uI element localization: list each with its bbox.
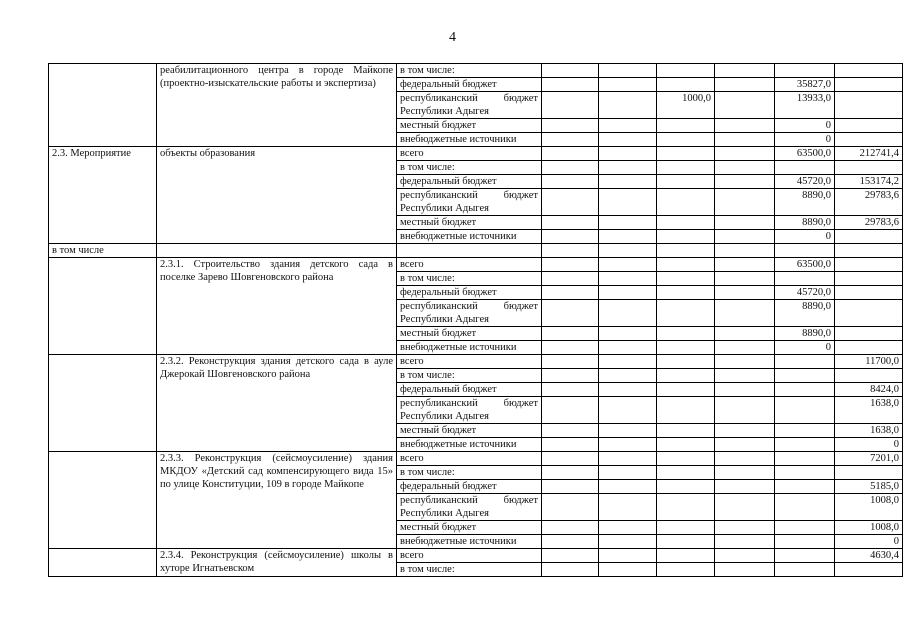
- source-label-cell: местный бюджет: [397, 327, 542, 341]
- value-cell: [599, 480, 657, 494]
- value-cell: [715, 341, 775, 355]
- value-cell: [599, 521, 657, 535]
- table-row: [49, 355, 903, 369]
- value-cell: [835, 119, 903, 133]
- value-cell: [657, 438, 715, 452]
- value-cell: [775, 466, 835, 480]
- value-cell: 0: [835, 438, 903, 452]
- value-cell: [835, 369, 903, 383]
- source-label-cell: всего: [397, 355, 542, 369]
- source-label-cell: всего: [397, 147, 542, 161]
- value-cell: [775, 535, 835, 549]
- table-row: [49, 244, 903, 258]
- value-cell: [835, 466, 903, 480]
- value-cell: [542, 549, 599, 563]
- value-cell: [715, 397, 775, 424]
- value-cell: [657, 535, 715, 549]
- value-cell: [775, 521, 835, 535]
- value-cell: 1638,0: [835, 397, 903, 424]
- value-cell: [775, 549, 835, 563]
- value-cell: [599, 535, 657, 549]
- value-cell: [835, 133, 903, 147]
- value-cell: [599, 92, 657, 119]
- value-cell: [657, 300, 715, 327]
- value-cell: [657, 563, 715, 577]
- value-cell: [542, 286, 599, 300]
- value-cell: [599, 397, 657, 424]
- table-row: [49, 64, 903, 78]
- value-cell: [599, 230, 657, 244]
- value-cell: [775, 383, 835, 397]
- value-cell: [715, 424, 775, 438]
- value-cell: 1008,0: [835, 521, 903, 535]
- value-cell: [775, 272, 835, 286]
- value-cell: [835, 230, 903, 244]
- object-name-cell: 2.3.1. Строительство здания детского сада в поселке Зарево Шовгеновского района: [157, 258, 397, 355]
- value-cell: 1638,0: [835, 424, 903, 438]
- value-cell: [657, 272, 715, 286]
- value-cell: [775, 563, 835, 577]
- value-cell: [657, 327, 715, 341]
- value-cell: [599, 258, 657, 272]
- page-number: 4: [449, 30, 456, 45]
- value-cell: 7201,0: [835, 452, 903, 466]
- value-cell: [775, 355, 835, 369]
- object-name-cell: 2.3.4. Реконструкция (сейсмоусиление) школы в хуторе Игнатьевском: [157, 549, 397, 577]
- value-cell: [715, 300, 775, 327]
- empty-cell: [157, 244, 397, 258]
- value-cell: [775, 397, 835, 424]
- value-cell: [657, 480, 715, 494]
- value-cell: [715, 230, 775, 244]
- value-cell: [835, 258, 903, 272]
- value-cell: [542, 327, 599, 341]
- value-cell: [835, 563, 903, 577]
- value-cell: [599, 563, 657, 577]
- empty-cell: [835, 244, 903, 258]
- value-cell: [599, 286, 657, 300]
- value-cell: 0: [775, 119, 835, 133]
- source-label-cell: внебюджетные источники: [397, 133, 542, 147]
- value-cell: [542, 535, 599, 549]
- value-cell: [542, 92, 599, 119]
- value-cell: [599, 452, 657, 466]
- value-cell: 8890,0: [775, 300, 835, 327]
- source-label-cell: внебюджетные источники: [397, 341, 542, 355]
- value-cell: [599, 549, 657, 563]
- value-cell: [542, 175, 599, 189]
- value-cell: [599, 494, 657, 521]
- value-cell: [542, 383, 599, 397]
- value-cell: [542, 480, 599, 494]
- value-cell: [599, 272, 657, 286]
- value-cell: [715, 438, 775, 452]
- value-cell: [542, 133, 599, 147]
- source-label-cell: всего: [397, 258, 542, 272]
- value-cell: [715, 258, 775, 272]
- value-cell: [715, 286, 775, 300]
- value-cell: [599, 119, 657, 133]
- value-cell: 5185,0: [835, 480, 903, 494]
- value-cell: [715, 92, 775, 119]
- value-cell: [715, 549, 775, 563]
- value-cell: [542, 466, 599, 480]
- value-cell: [599, 424, 657, 438]
- value-cell: [542, 424, 599, 438]
- source-label-cell: местный бюджет: [397, 521, 542, 535]
- value-cell: [599, 466, 657, 480]
- value-cell: 8424,0: [835, 383, 903, 397]
- source-label-cell: республиканский бюджет Республики Адыгея: [397, 397, 542, 424]
- source-label-cell: республиканский бюджет Республики Адыгея: [397, 189, 542, 216]
- value-cell: [657, 397, 715, 424]
- value-cell: [835, 272, 903, 286]
- value-cell: [599, 78, 657, 92]
- value-cell: [715, 78, 775, 92]
- source-label-cell: федеральный бюджет: [397, 480, 542, 494]
- value-cell: [835, 64, 903, 78]
- value-cell: [657, 452, 715, 466]
- source-label-cell: федеральный бюджет: [397, 383, 542, 397]
- value-cell: [599, 300, 657, 327]
- value-cell: [542, 216, 599, 230]
- value-cell: [657, 78, 715, 92]
- source-label-cell: внебюджетные источники: [397, 535, 542, 549]
- source-label-cell: всего: [397, 452, 542, 466]
- value-cell: 45720,0: [775, 286, 835, 300]
- value-cell: [775, 369, 835, 383]
- measure-cell: [49, 452, 157, 549]
- value-cell: [657, 175, 715, 189]
- source-label-cell: в том числе:: [397, 64, 542, 78]
- value-cell: [542, 355, 599, 369]
- value-cell: 45720,0: [775, 175, 835, 189]
- value-cell: [657, 133, 715, 147]
- source-label-cell: в том числе:: [397, 369, 542, 383]
- source-label-cell: республиканский бюджет Республики Адыгея: [397, 494, 542, 521]
- source-label-cell: в том числе:: [397, 466, 542, 480]
- value-cell: [542, 369, 599, 383]
- table-row: [49, 147, 903, 161]
- value-cell: 63500,0: [775, 147, 835, 161]
- table-row: [49, 258, 903, 272]
- section-label: в том числе: [49, 244, 157, 258]
- value-cell: [599, 161, 657, 175]
- value-cell: [542, 438, 599, 452]
- value-cell: [542, 341, 599, 355]
- object-name-cell: реабилитационного центра в городе Майкопе (проектно-изыскательские работы и экспертиза): [157, 64, 397, 147]
- value-cell: [657, 369, 715, 383]
- value-cell: 8890,0: [775, 216, 835, 230]
- value-cell: [542, 397, 599, 424]
- source-label-cell: внебюджетные источники: [397, 230, 542, 244]
- value-cell: [599, 327, 657, 341]
- value-cell: [775, 494, 835, 521]
- value-cell: [657, 189, 715, 216]
- measure-cell: [49, 64, 157, 147]
- value-cell: 4630,4: [835, 549, 903, 563]
- value-cell: [542, 521, 599, 535]
- value-cell: [657, 216, 715, 230]
- value-cell: [657, 119, 715, 133]
- value-cell: [657, 286, 715, 300]
- value-cell: [715, 355, 775, 369]
- value-cell: [599, 133, 657, 147]
- value-cell: [715, 535, 775, 549]
- value-cell: [542, 64, 599, 78]
- empty-cell: [657, 244, 715, 258]
- value-cell: [657, 341, 715, 355]
- value-cell: [542, 161, 599, 175]
- value-cell: [715, 147, 775, 161]
- value-cell: [542, 230, 599, 244]
- empty-cell: [397, 244, 542, 258]
- source-label-cell: в том числе:: [397, 161, 542, 175]
- value-cell: [542, 78, 599, 92]
- empty-cell: [542, 244, 599, 258]
- value-cell: [715, 189, 775, 216]
- value-cell: 212741,4: [835, 147, 903, 161]
- value-cell: 0: [775, 230, 835, 244]
- value-cell: [715, 272, 775, 286]
- value-cell: [835, 161, 903, 175]
- source-label-cell: местный бюджет: [397, 216, 542, 230]
- measure-cell: [49, 355, 157, 452]
- value-cell: 153174,2: [835, 175, 903, 189]
- value-cell: [599, 216, 657, 230]
- value-cell: [835, 327, 903, 341]
- value-cell: [657, 494, 715, 521]
- value-cell: [657, 355, 715, 369]
- value-cell: 11700,0: [835, 355, 903, 369]
- value-cell: [835, 341, 903, 355]
- value-cell: 1008,0: [835, 494, 903, 521]
- source-label-cell: всего: [397, 549, 542, 563]
- source-label-cell: в том числе:: [397, 563, 542, 577]
- empty-cell: [775, 244, 835, 258]
- value-cell: 0: [835, 535, 903, 549]
- value-cell: [599, 147, 657, 161]
- object-name-cell: объекты образования: [157, 147, 397, 244]
- value-cell: [542, 272, 599, 286]
- value-cell: 29783,6: [835, 216, 903, 230]
- value-cell: [775, 64, 835, 78]
- value-cell: 63500,0: [775, 258, 835, 272]
- value-cell: 8890,0: [775, 327, 835, 341]
- value-cell: [715, 133, 775, 147]
- value-cell: [542, 147, 599, 161]
- value-cell: [775, 161, 835, 175]
- value-cell: [657, 147, 715, 161]
- value-cell: [542, 119, 599, 133]
- measure-cell: 2.3. Мероприятие: [49, 147, 157, 244]
- value-cell: [599, 438, 657, 452]
- value-cell: 0: [775, 341, 835, 355]
- value-cell: [599, 175, 657, 189]
- value-cell: [599, 383, 657, 397]
- source-label-cell: федеральный бюджет: [397, 78, 542, 92]
- value-cell: [599, 341, 657, 355]
- value-cell: 13933,0: [775, 92, 835, 119]
- table-row: [49, 452, 903, 466]
- value-cell: [715, 521, 775, 535]
- value-cell: [715, 466, 775, 480]
- value-cell: [715, 216, 775, 230]
- value-cell: [657, 521, 715, 535]
- value-cell: [715, 119, 775, 133]
- value-cell: 29783,6: [835, 189, 903, 216]
- value-cell: [599, 64, 657, 78]
- value-cell: [599, 369, 657, 383]
- value-cell: [657, 64, 715, 78]
- value-cell: [715, 383, 775, 397]
- value-cell: 0: [775, 133, 835, 147]
- value-cell: 35827,0: [775, 78, 835, 92]
- value-cell: [542, 452, 599, 466]
- source-label-cell: федеральный бюджет: [397, 286, 542, 300]
- value-cell: 8890,0: [775, 189, 835, 216]
- value-cell: [715, 452, 775, 466]
- value-cell: [542, 189, 599, 216]
- source-label-cell: местный бюджет: [397, 119, 542, 133]
- value-cell: [775, 452, 835, 466]
- value-cell: [715, 494, 775, 521]
- source-label-cell: местный бюджет: [397, 424, 542, 438]
- value-cell: [715, 327, 775, 341]
- empty-cell: [715, 244, 775, 258]
- value-cell: [542, 494, 599, 521]
- value-cell: [835, 92, 903, 119]
- value-cell: [657, 230, 715, 244]
- value-cell: [657, 424, 715, 438]
- source-label-cell: внебюджетные источники: [397, 438, 542, 452]
- value-cell: [715, 480, 775, 494]
- object-name-cell: 2.3.3. Реконструкция (сейсмоусиление) здания МКДОУ «Детский сад компенсирующего вида 15» по улице Конституции, 109 в городе Майкопе: [157, 452, 397, 549]
- value-cell: [775, 438, 835, 452]
- value-cell: [542, 563, 599, 577]
- source-label-cell: федеральный бюджет: [397, 175, 542, 189]
- value-cell: [657, 161, 715, 175]
- table-row: [49, 549, 903, 563]
- value-cell: [715, 369, 775, 383]
- value-cell: [542, 258, 599, 272]
- measure-cell: [49, 549, 157, 577]
- value-cell: 1000,0: [657, 92, 715, 119]
- value-cell: [657, 258, 715, 272]
- value-cell: [657, 466, 715, 480]
- value-cell: [715, 175, 775, 189]
- value-cell: [599, 355, 657, 369]
- value-cell: [835, 300, 903, 327]
- value-cell: [835, 78, 903, 92]
- value-cell: [835, 286, 903, 300]
- value-cell: [657, 549, 715, 563]
- value-cell: [715, 563, 775, 577]
- value-cell: [775, 424, 835, 438]
- value-cell: [715, 64, 775, 78]
- object-name-cell: 2.3.2. Реконструкция здания детского сада в ауле Джерокай Шовгеновского района: [157, 355, 397, 452]
- source-label-cell: республиканский бюджет Республики Адыгея: [397, 300, 542, 327]
- budget-table: [48, 63, 903, 577]
- value-cell: [599, 189, 657, 216]
- source-label-cell: в том числе:: [397, 272, 542, 286]
- value-cell: [542, 300, 599, 327]
- value-cell: [657, 383, 715, 397]
- empty-cell: [599, 244, 657, 258]
- value-cell: [775, 480, 835, 494]
- source-label-cell: республиканский бюджет Республики Адыгея: [397, 92, 542, 119]
- value-cell: [715, 161, 775, 175]
- measure-cell: [49, 258, 157, 355]
